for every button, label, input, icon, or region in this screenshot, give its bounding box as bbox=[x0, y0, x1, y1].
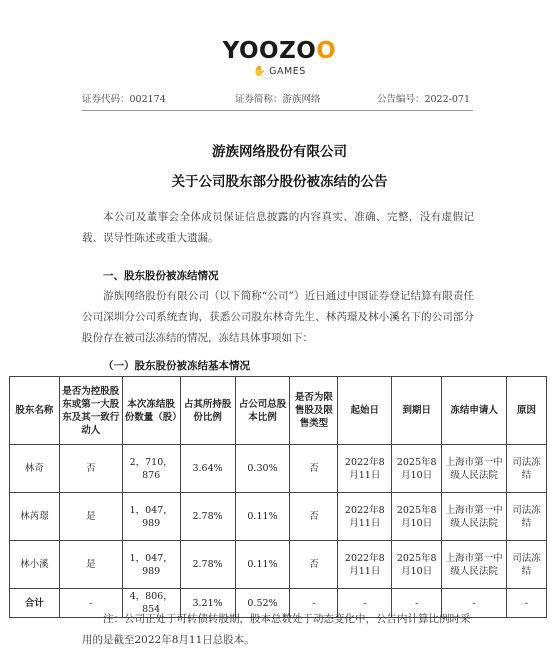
table-cell: - bbox=[290, 589, 338, 618]
table-cell: 否 bbox=[290, 541, 338, 589]
table-cell: 2022年8月11日 bbox=[338, 541, 392, 589]
table-header: 原因 bbox=[506, 377, 546, 445]
table-cell: 否 bbox=[290, 445, 338, 493]
table-cell: - bbox=[392, 589, 442, 618]
table-header: 到期日 bbox=[392, 377, 442, 445]
table-header: 是否为控股股东或第一大股东及其一致行动人 bbox=[59, 377, 122, 445]
table-cell: - bbox=[506, 589, 546, 618]
table-cell: 3.64% bbox=[180, 445, 235, 493]
table-cell: 2022年8月11日 bbox=[338, 445, 392, 493]
table-cell: - bbox=[338, 589, 392, 618]
table-cell: - bbox=[442, 589, 507, 618]
table-header: 本次冻结股份数量（股） bbox=[122, 377, 180, 445]
table-cell: 2，710，876 bbox=[122, 445, 180, 493]
table-cell: 林小溪 bbox=[10, 541, 60, 589]
table-cell: 司法冻结 bbox=[506, 541, 546, 589]
table-cell: 上海市第一中级人民法院 bbox=[442, 541, 507, 589]
table-header-row bbox=[10, 377, 547, 445]
table-header: 占其所持股份比例 bbox=[180, 377, 235, 445]
announcement-title: 关于公司股东部分股份被冻结的公告 bbox=[171, 174, 388, 190]
table-cell: 2025年8月10日 bbox=[392, 493, 442, 541]
table-cell: 否 bbox=[290, 493, 338, 541]
stock-short-name: 证券简称：游族网络 bbox=[235, 94, 321, 105]
table-cell: 司法冻结 bbox=[506, 445, 546, 493]
table-note: 注：公司正处于可转债转股期，股本总数处于动态变化中，公告内计算比例时采用的是截至2022年8月11日总股本。 bbox=[82, 613, 471, 646]
table-cell: 2.78% bbox=[180, 541, 235, 589]
freeze-table bbox=[9, 376, 547, 618]
table-header: 股东名称 bbox=[10, 377, 60, 445]
logo-subtitle: ✋ GAMES bbox=[253, 66, 306, 77]
table-cell: 林奇 bbox=[10, 445, 60, 493]
table-header: 起始日 bbox=[338, 377, 392, 445]
table-row bbox=[10, 445, 547, 493]
notice-number: 公告编号：2022-071 bbox=[376, 94, 470, 105]
table-cell: 0.52% bbox=[235, 589, 290, 618]
disclosure-statement: 本公司及董事会全体成员保证信息披露的内容真实、准确、完整，没有虚假记载、误导性陈述或重大遗漏。 bbox=[82, 211, 474, 244]
table-cell: 司法冻结 bbox=[506, 493, 546, 541]
table-cell: 林芮璟 bbox=[10, 493, 60, 541]
table-cell: 是 bbox=[59, 493, 122, 541]
subsection-heading: （一）股东股份被冻结基本情况 bbox=[103, 360, 250, 372]
table-cell: 上海市第一中级人民法院 bbox=[442, 493, 507, 541]
table-cell: 4，806，854 bbox=[122, 589, 180, 618]
stock-code: 证券代码：002174 bbox=[82, 94, 166, 105]
table-cell: 0.30% bbox=[235, 445, 290, 493]
table-cell: 合计 bbox=[10, 589, 60, 618]
table-row bbox=[10, 493, 547, 541]
header-divider bbox=[82, 110, 473, 111]
table-cell: 3.21% bbox=[180, 589, 235, 618]
table-header: 占公司总股本比例 bbox=[235, 377, 290, 445]
table-cell: 2.78% bbox=[180, 493, 235, 541]
table-cell: 上海市第一中级人民法院 bbox=[442, 445, 507, 493]
table-row bbox=[10, 541, 547, 589]
logo-wordmark: YOOZOO bbox=[222, 38, 337, 64]
hand-icon: ✋ bbox=[253, 66, 267, 77]
section-heading: 一、股东股份被冻结情况 bbox=[103, 270, 219, 282]
section-body: 游族网络股份有限公司（以下简称“公司”）近日通过中国证券登记结算有限责任公司深圳分公司系统查询，获悉公司股东林奇先生、林芮璟及林小溪名下的公司部分股份存在被司法冻结的情况，冻结具体事项如下： bbox=[82, 290, 474, 344]
table-cell: 2022年8月11日 bbox=[338, 493, 392, 541]
table-cell: 0.11% bbox=[235, 493, 290, 541]
table-header: 是否为限售股及限售类型 bbox=[290, 377, 338, 445]
table-cell: 1，047，989 bbox=[122, 493, 180, 541]
table-cell: 2025年8月10日 bbox=[392, 445, 442, 493]
company-logo bbox=[0, 38, 559, 77]
table-cell: - bbox=[59, 589, 122, 618]
table-cell: 2025年8月10日 bbox=[392, 541, 442, 589]
table-cell: 否 bbox=[59, 445, 122, 493]
table-cell: 1，047，989 bbox=[122, 541, 180, 589]
table-header: 冻结申请人 bbox=[442, 377, 507, 445]
table-cell: 是 bbox=[59, 541, 122, 589]
table-cell: 0.11% bbox=[235, 541, 290, 589]
company-title: 游族网络股份有限公司 bbox=[212, 144, 347, 160]
